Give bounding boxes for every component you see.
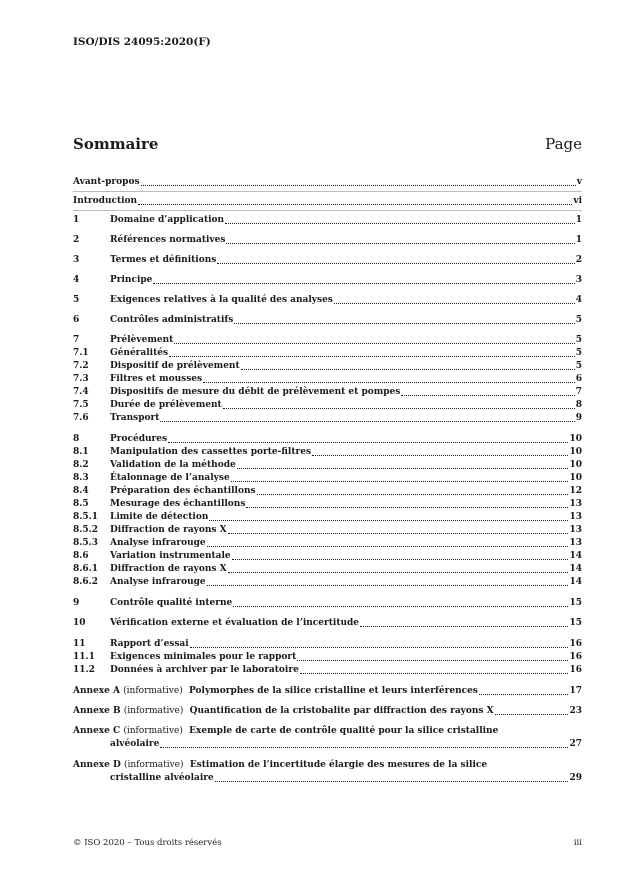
toc-entry-label: Prélèvement xyxy=(110,335,174,345)
dot-leader xyxy=(169,347,575,357)
toc-entry[interactable] xyxy=(73,459,582,472)
toc-entry[interactable] xyxy=(73,347,582,360)
toc-entry-number: 8.1 xyxy=(73,447,89,457)
toc-entry-page: 6 xyxy=(575,374,582,384)
toc-entry[interactable] xyxy=(73,638,582,651)
toc-entry[interactable] xyxy=(73,576,582,589)
toc-entry-label: Filtres et mousses xyxy=(110,374,203,384)
toc-entry[interactable] xyxy=(73,511,582,524)
toc-entry-label: Diffraction de rayons X xyxy=(110,525,227,535)
document-id: ISO/DIS 24095:2020(F) xyxy=(73,36,211,48)
toc-entry-label: Analyse infrarouge xyxy=(110,577,206,587)
dot-leader xyxy=(141,176,576,186)
toc-header xyxy=(73,135,582,153)
toc-entry-number: 8.3 xyxy=(73,473,89,483)
toc-entry-page: 27 xyxy=(569,739,582,749)
toc-entry[interactable] xyxy=(73,195,582,211)
toc-entry-label: Préparation des échantillons xyxy=(110,486,256,496)
dot-leader xyxy=(234,314,574,324)
toc-entry-label: Analyse infrarouge xyxy=(110,538,206,548)
toc-entry[interactable] xyxy=(73,759,582,785)
dot-leader xyxy=(241,360,575,370)
toc-entry-number: 8.6 xyxy=(73,551,89,561)
toc-entry-number: 8.5.2 xyxy=(73,525,99,535)
dot-leader xyxy=(300,664,569,674)
dot-leader xyxy=(401,386,574,396)
toc-entry-page: 1 xyxy=(575,235,582,245)
toc-entry-label: Exemple de carte de contrôle qualité pour la silice cristalline xyxy=(189,726,499,736)
toc-entry[interactable] xyxy=(73,386,582,399)
toc-entry[interactable] xyxy=(73,373,582,386)
toc-entry-number: 7.1 xyxy=(73,348,89,358)
toc-entry-number: 8.5.3 xyxy=(73,538,99,548)
toc-entry-annex-type: (informative) xyxy=(123,760,184,770)
toc-entry-number: Annexe D xyxy=(73,760,121,770)
dot-leader xyxy=(209,511,568,521)
toc-entry-page: 4 xyxy=(575,295,582,305)
toc-entry-label: Exigences minimales pour le rapport xyxy=(110,652,297,662)
toc-entry-page: 5 xyxy=(575,335,582,345)
dot-leader xyxy=(217,254,574,264)
toc-entry-page: 5 xyxy=(575,315,582,325)
toc-entry-label: Vérification externe et évaluation de l’incertitude xyxy=(110,618,360,628)
toc-entry[interactable] xyxy=(73,485,582,498)
toc-entry[interactable] xyxy=(73,399,582,412)
dot-leader xyxy=(257,485,569,495)
toc-entry[interactable] xyxy=(73,524,582,537)
toc-entry-page: vi xyxy=(573,196,582,206)
dot-leader xyxy=(207,537,569,547)
dot-leader xyxy=(174,334,574,344)
toc-entry-number: 4 xyxy=(73,275,80,285)
copyright-notice: © ISO 2020 – Tous droits réservés xyxy=(73,838,222,848)
toc-entry[interactable] xyxy=(73,234,582,247)
dot-leader xyxy=(215,772,569,782)
toc-entry-page: 1 xyxy=(575,215,582,225)
toc-entry-number: Annexe A xyxy=(73,686,121,696)
toc-entry-label: Limite de détection xyxy=(110,512,209,522)
toc-entry[interactable] xyxy=(73,550,582,563)
toc-entry-page: 13 xyxy=(569,538,582,548)
toc-entry-page: 16 xyxy=(569,639,582,649)
toc-entry-page: 16 xyxy=(569,652,582,662)
toc-title: Sommaire xyxy=(73,135,159,153)
toc-entry-label: Références normatives xyxy=(110,235,226,245)
toc-entry-page: 13 xyxy=(569,499,582,509)
toc-entry[interactable] xyxy=(73,433,582,446)
toc-entry-page: 13 xyxy=(569,512,582,522)
toc-entry-number: 6 xyxy=(73,315,80,325)
toc-entry-annex-type: (informative) xyxy=(123,686,183,696)
toc-entry-number: 11 xyxy=(73,639,86,649)
toc-entry-label: Procédures xyxy=(110,434,168,444)
toc-entry[interactable] xyxy=(73,498,582,511)
toc-entry-label: Manipulation des cassettes porte-filtres xyxy=(110,447,312,457)
toc-entry-label: Exigences relatives à la qualité des analyses xyxy=(110,295,333,305)
toc-entry-number: 7.4 xyxy=(73,387,89,397)
toc-entry-annex-type: (informative) xyxy=(123,726,183,736)
dot-leader xyxy=(138,195,572,205)
toc-entry-page: 15 xyxy=(569,598,582,608)
toc-entry[interactable] xyxy=(73,597,582,610)
toc-entry-label-continuation: cristalline alvéolaire xyxy=(110,773,214,783)
toc-entry-label: Dispositifs de mesure du débit de prélèvement et pompes xyxy=(110,387,401,397)
toc-entry[interactable] xyxy=(73,537,582,550)
toc-entry-label: Polymorphes de la silice cristalline et leurs interférences xyxy=(189,686,478,696)
toc-entry-number: 11.1 xyxy=(73,652,95,662)
dot-leader xyxy=(246,498,568,508)
dot-leader xyxy=(160,412,574,422)
toc-entry-number: 8.4 xyxy=(73,486,89,496)
toc-entry-page: 10 xyxy=(569,473,582,483)
toc-entry-label: Principe xyxy=(110,275,153,285)
toc-entry-number: 5 xyxy=(73,295,80,305)
toc-entry-page: 12 xyxy=(569,486,582,496)
toc-entry-label: Rapport d’essai xyxy=(110,639,189,649)
toc-entry[interactable] xyxy=(73,472,582,485)
toc-entry-page: 10 xyxy=(569,434,582,444)
dot-leader xyxy=(237,459,569,469)
toc-entry-page: 10 xyxy=(569,447,582,457)
toc-entry-number: 7 xyxy=(73,335,80,345)
toc-entry-page: 3 xyxy=(575,275,582,285)
toc-entry-number: 7.5 xyxy=(73,400,89,410)
toc-entry-number: 1 xyxy=(73,215,80,225)
toc-entry-label: Quantification de la cristobalite par diffraction des rayons X xyxy=(189,706,494,716)
toc-entry-label: Domaine d’application xyxy=(110,215,225,225)
dot-leader xyxy=(228,563,569,573)
toc-entry-number: 8 xyxy=(73,434,80,444)
toc-entry-number: 3 xyxy=(73,255,80,265)
toc-entry-page: 5 xyxy=(575,361,582,371)
dot-leader xyxy=(495,705,569,715)
toc-entry-number: 11.2 xyxy=(73,665,95,675)
dot-leader xyxy=(479,685,569,695)
toc-entry-number: 8.6.1 xyxy=(73,564,99,574)
toc-entry-page: 2 xyxy=(575,255,582,265)
toc-entry-page: 10 xyxy=(569,460,582,470)
dot-leader xyxy=(190,638,569,648)
toc-entry-label: Estimation de l’incertitude élargie des mesures de la silice xyxy=(189,760,488,770)
dot-leader xyxy=(225,214,575,224)
toc-entry[interactable] xyxy=(73,705,582,718)
toc-entry[interactable] xyxy=(73,446,582,459)
toc-entry[interactable] xyxy=(73,294,582,307)
dot-leader xyxy=(334,294,575,304)
toc-entry[interactable] xyxy=(73,334,582,347)
toc-entry[interactable] xyxy=(73,214,582,227)
toc-entry-page: 15 xyxy=(569,618,582,628)
dot-leader xyxy=(226,234,574,244)
toc-entry-label: Termes et définitions xyxy=(110,255,217,265)
toc-entry-page: 8 xyxy=(575,400,582,410)
toc-entry[interactable] xyxy=(73,274,582,287)
dot-leader xyxy=(233,597,568,607)
toc-entry[interactable] xyxy=(73,563,582,576)
toc-entry-label-continuation: alvéolaire xyxy=(110,739,160,749)
toc-entry-number: 9 xyxy=(73,598,80,608)
page-number: iii xyxy=(573,838,582,848)
toc-entry[interactable] xyxy=(73,651,582,664)
toc-entry-number: 8.5 xyxy=(73,499,89,509)
toc-entry-label: Diffraction de rayons X xyxy=(110,564,227,574)
toc-entry-number: 7.2 xyxy=(73,361,89,371)
toc-entry[interactable] xyxy=(73,254,582,267)
toc-entry-page: 14 xyxy=(569,551,582,561)
toc-entry-page: 14 xyxy=(569,564,582,574)
toc-entry-page: 23 xyxy=(569,706,582,716)
dot-leader xyxy=(207,576,569,586)
toc-entry-page: 13 xyxy=(569,525,582,535)
toc-entry[interactable] xyxy=(73,360,582,373)
toc-entry-label: Mesurage des échantillons xyxy=(110,499,246,509)
toc-entry-page: 29 xyxy=(569,773,582,783)
toc-entry-page: 7 xyxy=(575,387,582,397)
dot-leader xyxy=(153,274,574,284)
toc-entry-annex-type: (informative) xyxy=(123,706,184,716)
toc-entry-label: Données à archiver par le laboratoire xyxy=(110,665,299,675)
toc-entry-label: Transport xyxy=(110,413,160,423)
toc-entry-number: 8.2 xyxy=(73,460,89,470)
toc-entry-label: Contrôles administratifs xyxy=(110,315,234,325)
dot-leader xyxy=(360,617,568,627)
dot-leader xyxy=(232,550,569,560)
toc-entry-number: 2 xyxy=(73,235,80,245)
toc-entry-label: Étalonnage de l’analyse xyxy=(110,473,230,483)
toc-entry-label: Durée de prélèvement xyxy=(110,400,222,410)
toc-entry-label: Généralités xyxy=(110,348,169,358)
dot-leader xyxy=(231,472,569,482)
dot-leader xyxy=(228,524,569,534)
toc-entry[interactable] xyxy=(73,664,582,677)
toc-entry-number: 8.5.1 xyxy=(73,512,99,522)
toc-entry-page: 16 xyxy=(569,665,582,675)
toc-entry[interactable] xyxy=(73,725,582,751)
toc-entry[interactable] xyxy=(73,685,582,698)
page-column-label: Page xyxy=(545,135,582,153)
toc-entry-label: Introduction xyxy=(73,196,138,206)
dot-leader xyxy=(160,738,568,748)
dot-leader xyxy=(297,651,568,661)
toc-entry-number: Annexe C xyxy=(73,726,121,736)
toc-entry-page: 9 xyxy=(575,413,582,423)
toc-entry-page: 14 xyxy=(569,577,582,587)
toc-entry-number: 7.6 xyxy=(73,413,89,423)
toc-entry-label: Dispositif de prélèvement xyxy=(110,361,240,371)
toc-entry[interactable] xyxy=(73,314,582,327)
dot-leader xyxy=(223,399,575,409)
dot-leader xyxy=(168,433,568,443)
toc-entry-label: Validation de la méthode xyxy=(110,460,236,470)
toc-entry[interactable] xyxy=(73,176,582,192)
toc-entry-label: Contrôle qualité interne xyxy=(110,598,233,608)
toc-entry-page: 5 xyxy=(575,348,582,358)
page-footer xyxy=(73,838,582,848)
toc-entry-page: v xyxy=(576,177,582,187)
dot-leader xyxy=(312,446,568,456)
dot-leader xyxy=(203,373,575,383)
toc-entry-label: Variation instrumentale xyxy=(110,551,231,561)
toc-entry-label: Avant-propos xyxy=(73,177,140,187)
toc-entry-number: Annexe B xyxy=(73,706,121,716)
toc-entry-page: 17 xyxy=(569,686,582,696)
toc-entry[interactable] xyxy=(73,412,582,425)
toc-entry-number: 10 xyxy=(73,618,86,628)
toc-entry-number: 8.6.2 xyxy=(73,577,99,587)
toc-entry[interactable] xyxy=(73,617,582,630)
toc-entry-number: 7.3 xyxy=(73,374,89,384)
